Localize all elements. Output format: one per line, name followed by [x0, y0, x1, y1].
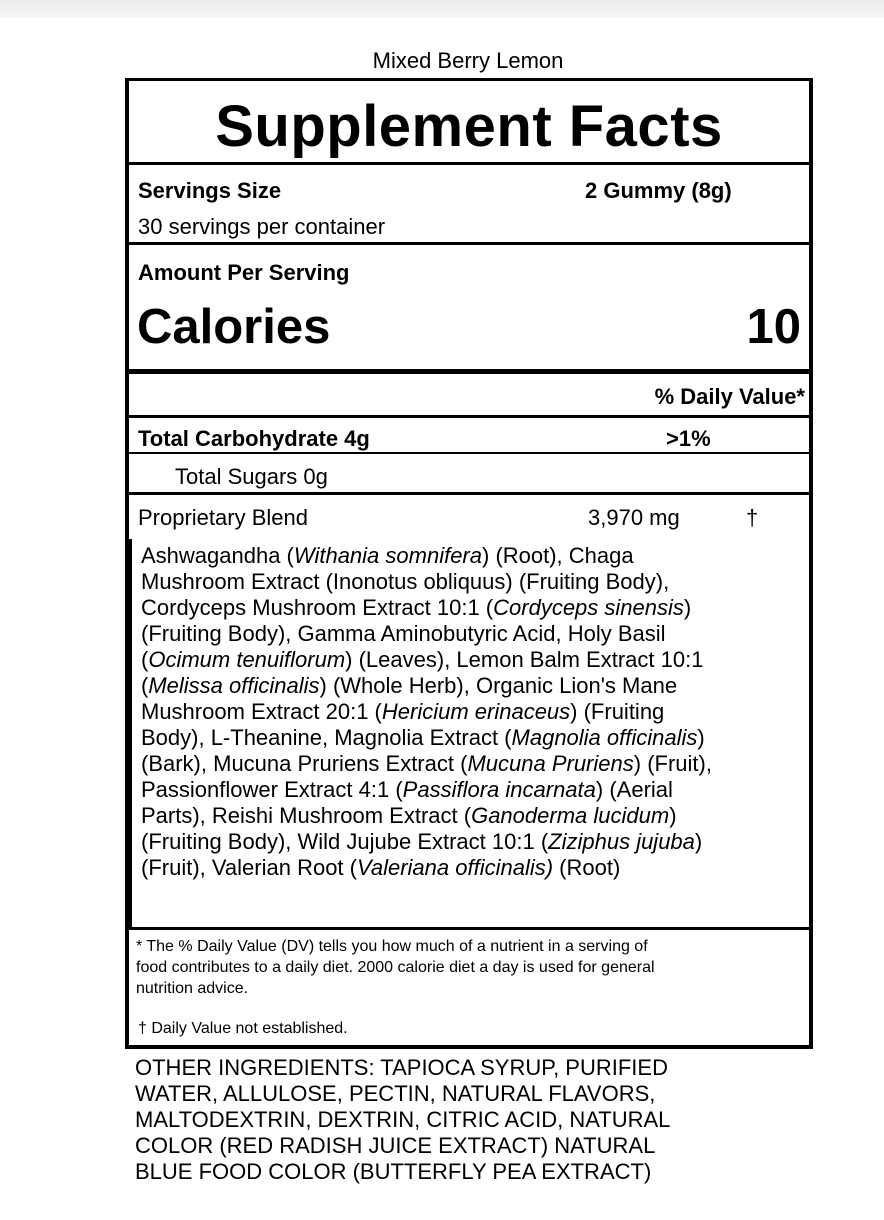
ingredient-text: ) (Leaves), Lemon Balm Extract 10:1	[345, 647, 704, 672]
ingredient-text: Body), L-Theanine, Magnolia Extract (	[141, 725, 512, 750]
blend-ingredient-line	[141, 699, 817, 725]
top-bar	[0, 0, 884, 18]
flavor-name: Mixed Berry Lemon	[372, 48, 564, 73]
ingredient-text: )	[669, 803, 677, 828]
latin-name: Valeriana officinalis)	[356, 855, 554, 880]
blend-ingredient-line	[141, 725, 817, 751]
divider	[129, 162, 809, 165]
blend-amount: 3,970 mg	[588, 505, 680, 530]
serving-size-label: Servings Size	[138, 178, 282, 203]
ingredient-text: ) (Fruiting	[570, 699, 665, 724]
blend-ingredient-line	[141, 803, 817, 829]
latin-name: Ocimum tenuiflorum	[148, 647, 346, 672]
blend-name: Proprietary Blend	[138, 505, 308, 530]
divider	[129, 452, 809, 454]
panel-title: Supplement Facts	[215, 94, 723, 159]
footnote-line: * The % Daily Value (DV) tells you how much of a nutrient in a serving of	[136, 938, 648, 955]
ingredient-text: ) (Whole Herb), Organic Lion's Mane	[319, 673, 678, 698]
footnote-line: nutrition advice.	[136, 980, 249, 997]
calories-value: 10	[746, 300, 801, 354]
ingredient-text: (	[141, 673, 149, 698]
footnote-dagger: † Daily Value not established.	[138, 1020, 348, 1037]
ingredient-text: ) (Fruit),	[633, 751, 712, 776]
blend-left-rule	[129, 539, 132, 927]
ingredient-text: Ashwagandha (	[141, 543, 294, 568]
footnote-daily-value	[136, 936, 655, 999]
servings-per-container: 30 servings per container	[138, 214, 386, 239]
ingredient-text: (Fruit), Valerian Root (	[141, 855, 357, 880]
blend-ingredient-line	[141, 621, 817, 647]
other-ingredients	[135, 1055, 670, 1185]
latin-name: Hericium erinaceus	[381, 699, 571, 724]
blend-ingredient-line	[141, 647, 817, 673]
divider	[129, 927, 809, 930]
other-ingredients-line: BLUE FOOD COLOR (BUTTERFLY PEA EXTRACT)	[135, 1159, 652, 1184]
ingredient-text: Cordyceps Mushroom Extract 10:1 (	[141, 595, 494, 620]
latin-name: Magnolia officinalis	[511, 725, 698, 750]
latin-name: Melissa officinalis	[148, 673, 320, 698]
thick-divider	[129, 369, 809, 374]
blend-ingredient-line	[141, 569, 817, 595]
row-total-carbohydrate-dv: >1%	[666, 426, 711, 451]
latin-name: Cordyceps sinensis	[493, 595, 684, 620]
calories-label: Calories	[137, 300, 331, 354]
ingredient-text: (Root)	[553, 855, 621, 880]
ingredient-text: )	[683, 595, 692, 620]
divider	[129, 242, 809, 245]
row-total-sugars: Total Sugars 0g	[175, 464, 328, 489]
amount-per-serving: Amount Per Serving	[138, 260, 350, 285]
supplement-facts-panel	[125, 78, 813, 1049]
footnote-line: food contributes to a daily diet. 2000 calorie diet a day is used for general	[136, 959, 655, 976]
serving-size-value: 2 Gummy (8g)	[585, 178, 732, 203]
row-total-carbohydrate: Total Carbohydrate 4g	[138, 426, 370, 451]
ingredient-text: ) (Aerial	[595, 777, 673, 802]
latin-name: Mucuna Pruriens	[467, 751, 634, 776]
ingredient-text: (	[141, 647, 149, 672]
other-ingredients-line: WATER, ALLULOSE, PECTIN, NATURAL FLAVORS,	[135, 1081, 656, 1106]
blend-dagger: †	[746, 505, 759, 530]
ingredient-text: (Fruiting Body), Gamma Aminobutyric Acid, Holy Basil	[141, 621, 666, 646]
ingredient-text: )	[694, 829, 703, 854]
ingredient-text: Mushroom Extract 20:1 (	[141, 699, 382, 724]
other-ingredients-line: COLOR (RED RADISH JUICE EXTRACT) NATURAL	[135, 1133, 656, 1158]
blend-ingredient-line	[141, 777, 817, 803]
ingredient-text: Mushroom Extract (Inonotus obliquus) (Fruiting Body),	[141, 569, 670, 594]
ingredient-text: Parts), Reishi Mushroom Extract (	[141, 803, 472, 828]
blend-ingredient-line	[141, 855, 817, 881]
blend-ingredient-line	[141, 829, 817, 855]
latin-name: Ganoderma lucidum	[471, 803, 670, 828]
ingredient-text: Passionflower Extract 4:1 (	[141, 777, 403, 802]
latin-name: Withania somnifera	[293, 543, 482, 568]
ingredient-text: ) (Root), Chaga	[482, 543, 634, 568]
other-ingredients-line: OTHER INGREDIENTS: TAPIOCA SYRUP, PURIFIED	[135, 1055, 668, 1080]
ingredient-text: (Fruiting Body), Wild Jujube Extract 10:1 (	[141, 829, 549, 854]
blend-ingredient-line	[141, 543, 817, 569]
ingredient-text: (Bark), Mucuna Pruriens Extract (	[141, 751, 468, 776]
blend-ingredients	[141, 543, 817, 881]
blend-ingredient-line	[141, 751, 817, 777]
divider	[129, 492, 809, 495]
latin-name: Ziziphus jujuba	[548, 829, 695, 854]
divider	[129, 415, 809, 418]
other-ingredients-line: MALTODEXTRIN, DEXTRIN, CITRIC ACID, NATURAL	[135, 1107, 671, 1132]
daily-value-header: % Daily Value*	[654, 384, 805, 409]
blend-ingredient-line	[141, 595, 817, 621]
ingredient-text: )	[697, 725, 705, 750]
blend-ingredient-line	[141, 673, 817, 699]
latin-name: Passiflora incarnata	[402, 777, 596, 802]
